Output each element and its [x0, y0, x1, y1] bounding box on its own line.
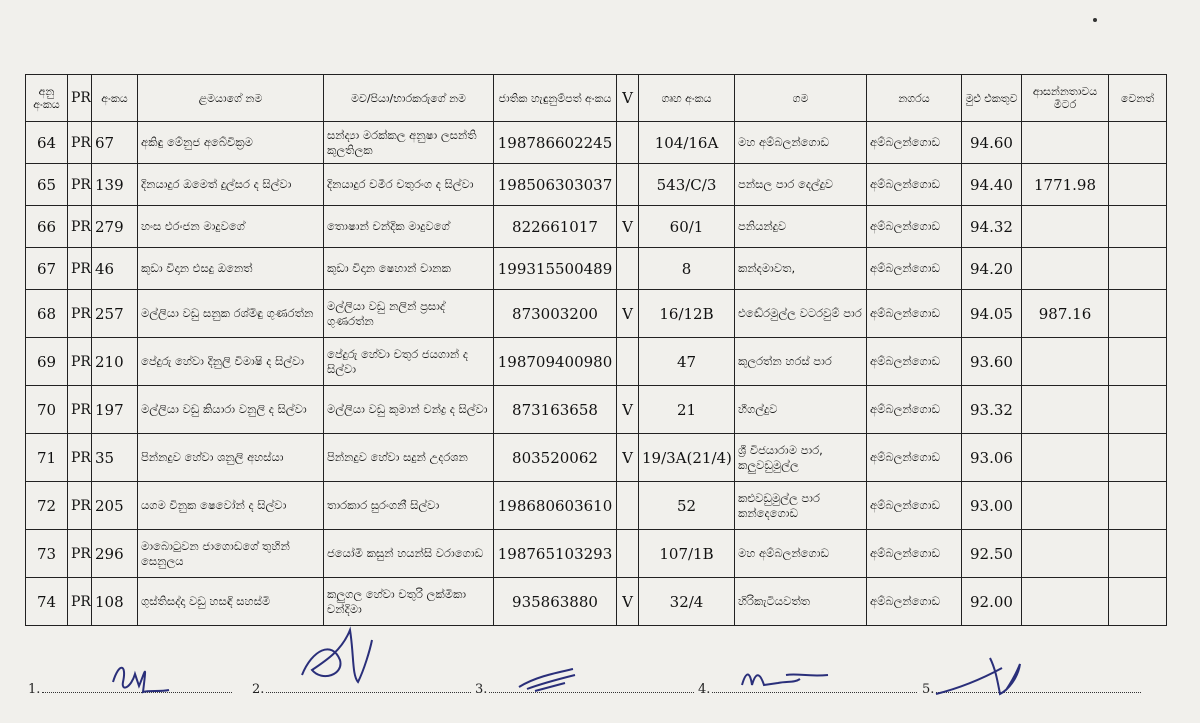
cell-index: 197 [92, 386, 138, 434]
cell-city: අම්බලන්ගොඩ [867, 578, 962, 626]
cell-other [1109, 164, 1167, 206]
header-pr: PR [68, 75, 92, 122]
signature-2-mark [292, 620, 387, 695]
cell-nic: 803520062 [494, 434, 617, 482]
cell-house: 107/1B [639, 530, 735, 578]
cell-index: 139 [92, 164, 138, 206]
table-row [26, 530, 1167, 578]
cell-distance [1022, 122, 1109, 164]
cell-distance [1022, 248, 1109, 290]
table-row [26, 164, 1167, 206]
cell-student-name: අකිඳු මේනුජ අබේවික්‍රම [138, 122, 324, 164]
cell-serial: 73 [26, 530, 68, 578]
cell-serial: 69 [26, 338, 68, 386]
signature-number-4: 4. [698, 682, 711, 697]
cell-city: අම්බලන්ගොඩ [867, 248, 962, 290]
table-row [26, 338, 1167, 386]
cell-serial: 74 [26, 578, 68, 626]
cell-guardian-name: මල්ලියා වඩු කුමාන් චන්ද්‍ර ද සිල්වා [324, 386, 494, 434]
signature-1-mark [105, 652, 175, 702]
table-row [26, 482, 1167, 530]
cell-v: V [617, 206, 639, 248]
cell-guardian-name: මල්ලියා වඩු නලින් ප්‍රසාද් ගුණරත්න [324, 290, 494, 338]
cell-village: කන්දමාවත, [735, 248, 867, 290]
cell-house: 104/16A [639, 122, 735, 164]
header-nic: ජාතික හැඳුනුම්පත් අංකය [494, 75, 617, 122]
cell-nic: 199315500489 [494, 248, 617, 290]
cell-total: 93.32 [962, 386, 1022, 434]
table-header-row [26, 75, 1167, 122]
table-row [26, 578, 1167, 626]
cell-nic: 873003200 [494, 290, 617, 338]
cell-other [1109, 290, 1167, 338]
header-student-name: ළමයාගේ නම [138, 75, 324, 122]
cell-v: V [617, 386, 639, 434]
cell-v: V [617, 434, 639, 482]
cell-student-name: කුඩා විදාන එසදු ඔනෙත් [138, 248, 324, 290]
cell-v: V [617, 578, 639, 626]
cell-student-name: මල්ලියා වඩු සනුක රශ්මිඳු ගුණරත්න [138, 290, 324, 338]
cell-guardian-name: දිනයාදුර චමීර චතුරංග ද සිල්වා [324, 164, 494, 206]
cell-v [617, 164, 639, 206]
cell-index: 108 [92, 578, 138, 626]
cell-house: 60/1 [639, 206, 735, 248]
applicant-table [25, 74, 1167, 626]
table-row [26, 206, 1167, 248]
signature-line-3 [475, 680, 694, 700]
cell-guardian-name: පේදුරු හේවා චතුර ජයගාන් ද සිල්වා [324, 338, 494, 386]
cell-house: 52 [639, 482, 735, 530]
cell-distance [1022, 338, 1109, 386]
cell-village: කුලරත්න හරස් පාර [735, 338, 867, 386]
cell-index: 279 [92, 206, 138, 248]
cell-total: 92.00 [962, 578, 1022, 626]
cell-house: 32/4 [639, 578, 735, 626]
header-serial: අනු අංකය [26, 75, 68, 122]
cell-guardian-name: පින්නදුව හේවා සදුන් උදරශන [324, 434, 494, 482]
cell-student-name: යගම විනුක ෂෙවෝන් ද සිල්වා [138, 482, 324, 530]
cell-distance [1022, 482, 1109, 530]
cell-index: 46 [92, 248, 138, 290]
cell-city: අම්බලන්ගොඩ [867, 290, 962, 338]
header-other: වෙනත් [1109, 75, 1167, 122]
table-row [26, 122, 1167, 164]
cell-pr: PR [68, 338, 92, 386]
cell-city: අම්බලන්ගොඩ [867, 338, 962, 386]
cell-distance: 1771.98 [1022, 164, 1109, 206]
cell-v [617, 338, 639, 386]
cell-pr: PR [68, 530, 92, 578]
cell-total: 94.05 [962, 290, 1022, 338]
cell-serial: 68 [26, 290, 68, 338]
table-row [26, 386, 1167, 434]
cell-index: 35 [92, 434, 138, 482]
cell-other [1109, 530, 1167, 578]
signature-3-mark [515, 665, 580, 695]
header-city: නගරය [867, 75, 962, 122]
cell-student-name: දිනයාදුර ඔමෙත් දුල්සර ද සිල්වා [138, 164, 324, 206]
cell-house: 543/C/3 [639, 164, 735, 206]
table-row [26, 290, 1167, 338]
cell-distance [1022, 206, 1109, 248]
header-distance: ආසන්නතාවය මීටර [1022, 75, 1109, 122]
signature-4-mark [738, 665, 838, 695]
cell-v [617, 530, 639, 578]
header-total: මුළු එකතුව [962, 75, 1022, 122]
cell-city: අම්බලන්ගොඩ [867, 122, 962, 164]
cell-other [1109, 434, 1167, 482]
cell-nic: 822661017 [494, 206, 617, 248]
cell-pr: PR [68, 206, 92, 248]
cell-village: ශ්‍රී විජයාරාම පාර, කලුවඩුමුල්ල [735, 434, 867, 482]
signature-number-1: 1. [28, 682, 41, 697]
cell-village: පනියන්දුව [735, 206, 867, 248]
cell-village: මහ අම්බලන්ගොඩ [735, 122, 867, 164]
signature-number-3: 3. [475, 682, 488, 697]
table-row [26, 434, 1167, 482]
cell-city: අම්බලන්ගොඩ [867, 434, 962, 482]
cell-distance [1022, 578, 1109, 626]
cell-nic: 198709400980 [494, 338, 617, 386]
table-body [26, 122, 1167, 626]
cell-city: අම්බලන්ගොඩ [867, 386, 962, 434]
cell-distance [1022, 434, 1109, 482]
cell-pr: PR [68, 290, 92, 338]
cell-student-name: ගුස්තිසද්දා වඩු හසඳි සහස්මි [138, 578, 324, 626]
cell-index: 257 [92, 290, 138, 338]
cell-pr: PR [68, 578, 92, 626]
cell-distance [1022, 386, 1109, 434]
cell-village: කළුවඩුමුල්ල පාර කන්දෙගොඩ [735, 482, 867, 530]
cell-pr: PR [68, 434, 92, 482]
cell-other [1109, 206, 1167, 248]
cell-other [1109, 482, 1167, 530]
cell-total: 93.00 [962, 482, 1022, 530]
cell-pr: PR [68, 164, 92, 206]
cell-total: 93.06 [962, 434, 1022, 482]
cell-total: 92.50 [962, 530, 1022, 578]
cell-total: 94.20 [962, 248, 1022, 290]
cell-v [617, 122, 639, 164]
cell-index: 296 [92, 530, 138, 578]
cell-nic: 19878660224​5 [494, 122, 617, 164]
cell-student-name: මාබොටුවන ජාගොඩගේ තුහින් සෙනුලය [138, 530, 324, 578]
cell-index: 67 [92, 122, 138, 164]
cell-other [1109, 386, 1167, 434]
cell-serial: 71 [26, 434, 68, 482]
cell-v: V [617, 290, 639, 338]
cell-village: එඬේරමුල්ල වටරවුම් පාර [735, 290, 867, 338]
cell-other [1109, 578, 1167, 626]
cell-house: 19/3A(21/4) [639, 434, 735, 482]
cell-total: 94.60 [962, 122, 1022, 164]
header-index: අංකය [92, 75, 138, 122]
cell-village: හීගල්දුව [735, 386, 867, 434]
cell-village: පන්සල පාර දෙල්දුව [735, 164, 867, 206]
cell-city: අම්බලන්ගොඩ [867, 206, 962, 248]
cell-serial: 66 [26, 206, 68, 248]
cell-student-name: හංස එරංජන මාදුවගේ [138, 206, 324, 248]
margin-dot-mark [1085, 10, 1105, 30]
cell-village: හිරිකැටියවත්ත [735, 578, 867, 626]
cell-distance [1022, 530, 1109, 578]
header-village: ගම [735, 75, 867, 122]
cell-student-name: පින්නදුව හේවා ශනුලි අහස්යා [138, 434, 324, 482]
cell-v [617, 482, 639, 530]
header-guardian-name: මව/පියා/භාරකරුගේ නම [324, 75, 494, 122]
cell-house: 47 [639, 338, 735, 386]
cell-student-name: පේදුරු හේවා දිනුලි විමාෂි ද සිල්වා [138, 338, 324, 386]
cell-serial: 72 [26, 482, 68, 530]
cell-total: 94.40 [962, 164, 1022, 206]
cell-city: අම්බලන්ගොඩ [867, 482, 962, 530]
cell-nic: 935863880 [494, 578, 617, 626]
signature-number-5: 5. [922, 682, 935, 697]
cell-distance: 987.16 [1022, 290, 1109, 338]
cell-serial: 70 [26, 386, 68, 434]
cell-index: 205 [92, 482, 138, 530]
cell-nic: 198765103293 [494, 530, 617, 578]
cell-house: 21 [639, 386, 735, 434]
signature-5-mark [930, 650, 1030, 705]
cell-guardian-name: සන්ද්‍යා මරක්කල අනුෂා ලසන්ති කුලතිලක [324, 122, 494, 164]
cell-serial: 65 [26, 164, 68, 206]
cell-city: අම්බලන්ගොඩ [867, 530, 962, 578]
cell-nic: 198680603610 [494, 482, 617, 530]
cell-total: 93.60 [962, 338, 1022, 386]
cell-v [617, 248, 639, 290]
signature-number-2: 2. [252, 682, 265, 697]
cell-other [1109, 122, 1167, 164]
cell-serial: 64 [26, 122, 68, 164]
cell-house: 8 [639, 248, 735, 290]
cell-other [1109, 248, 1167, 290]
cell-guardian-name: කුඩා විදාන ෂෙහාන් චානක [324, 248, 494, 290]
cell-pr: PR [68, 386, 92, 434]
cell-serial: 67 [26, 248, 68, 290]
cell-house: 16/12B [639, 290, 735, 338]
cell-student-name: මල්ලියා වඩු කියාරා වනුලි ද සිල්වා [138, 386, 324, 434]
cell-city: අම්බලන්ගොඩ [867, 164, 962, 206]
cell-pr: PR [68, 248, 92, 290]
cell-guardian-name: තොෂාන් චන්දික මාදුවගේ [324, 206, 494, 248]
cell-guardian-name: තාරකාර සුරංගනී සිල්වා [324, 482, 494, 530]
header-house: ගෘහ අංකය [639, 75, 735, 122]
cell-index: 210 [92, 338, 138, 386]
cell-pr: PR [68, 122, 92, 164]
cell-guardian-name: කලුගල හේවා චතුරි ලක්මිකා චන්දිමා [324, 578, 494, 626]
cell-nic: 873163658 [494, 386, 617, 434]
cell-other [1109, 338, 1167, 386]
cell-total: 94.32 [962, 206, 1022, 248]
cell-pr: PR [68, 482, 92, 530]
cell-guardian-name: ජයෝමි කසුන් හයන්සි වරාගොඩ [324, 530, 494, 578]
cell-nic: 198506303037 [494, 164, 617, 206]
table-row [26, 248, 1167, 290]
cell-village: මහ අම්බලන්ගොඩ [735, 530, 867, 578]
header-v: V [617, 75, 639, 122]
